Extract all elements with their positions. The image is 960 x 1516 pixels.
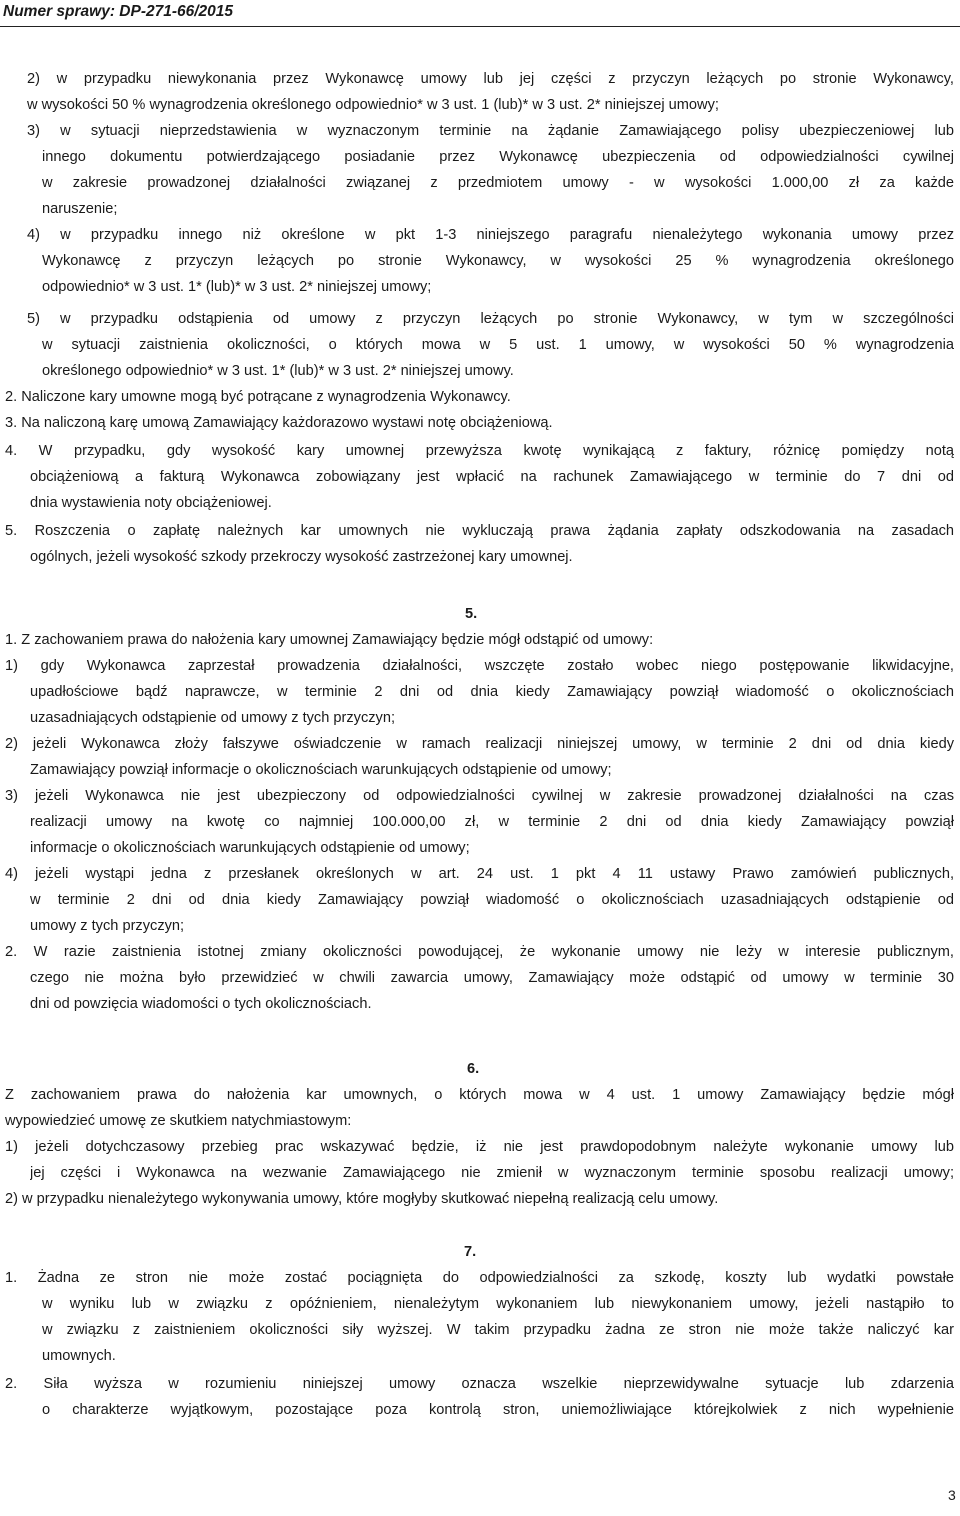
text-line: informacje o okolicznościach warunkujących odstąpienie od umowy;: [30, 840, 470, 856]
text-line: Zamawiający powziął informacje o okolicznościach warunkujących odstąpienie od umowy;: [30, 762, 612, 778]
text-line: 1. Z zachowaniem prawa do nałożenia kary umownej Zamawiający będzie mógł odstąpić od umowy:: [5, 632, 654, 648]
text-line: obciążeniową a fakturą Wykonawca zobowiązany jest wpłacić na rachunek Zamawiającego w terminie do 7 dni od: [30, 469, 954, 485]
text-line: określonego odpowiednio* w 3 ust. 1* (lub)* w 3 ust. 2* niniejszej umowy.: [42, 363, 514, 379]
text-line: 1) jeżeli dotychczasowy przebieg prac wskazywać będzie, iż nie jest prawdopodobnym należyte wykonanie umowy lub: [5, 1139, 954, 1155]
text-line: 4) jeżeli wystąpi jedna z przesłanek określonych w art. 24 ust. 1 pkt 4 11 ustawy Prawo zamówień publicznych,: [5, 866, 954, 882]
text-line: 4. W przypadku, gdy wysokość kary umownej przewyższa kwotę wynikającą z faktury, różnicę pomiędzy notą: [5, 443, 954, 459]
text-line: dni od powzięcia wiadomości o tych okolicznościach.: [30, 996, 372, 1012]
text-line: upadłościowe bądź naprawcze, w terminie 2 dni od dnia kiedy Zamawiający powziął wiadomość o okolicznościach: [30, 684, 954, 700]
text-line: wypowiedzieć umowę ze skutkiem natychmiastowym:: [5, 1113, 352, 1129]
text-line: jej części i Wykonawca na wezwanie Zamawiającego nie zmienił w wyznaczonym terminie sposobu realizacji umowy;: [30, 1165, 954, 1181]
text-line: umownych.: [42, 1348, 116, 1364]
text-line: w wyniku lub w związku z opóźnieniem, nienależytym wykonaniem lub niewykonaniem umowy, jeżeli nastąpiło to: [42, 1296, 954, 1312]
section-heading: 5.: [465, 606, 478, 622]
text-line: w sytuacji zaistnienia okoliczności, o których mowa w 5 ust. 1 umowy, w wysokości 50 % wynagrodzenia: [42, 337, 954, 353]
text-line: odpowiednio* w 3 ust. 1* (lub)* w 3 ust. 2* niniejszej umowy;: [42, 279, 432, 295]
text-line: 3. Na naliczoną karę umową Zamawiający każdorazowo wystawi notę obciążeniową.: [5, 415, 553, 431]
text-line: Wykonawcę z przyczyn leżących po stronie Wykonawcy, w wysokości 25 % wynagrodzenia określonego: [42, 253, 954, 269]
text-line: Z zachowaniem prawa do nałożenia kar umownych, o których mowa w 4 ust. 1 umowy Zamawiający będzie mógł: [5, 1087, 954, 1103]
text-line: realizacji umowy na kwotę co najmniej 100.000,00 zł, w terminie 2 dni od dnia kiedy Zamawiający powziął: [30, 814, 954, 830]
text-line: w terminie 2 dni od dnia kiedy Zamawiający powziął wiadomość o okolicznościach uzasadniających odstąpienie od: [30, 892, 954, 908]
text-line: 4) w przypadku innego niż określone w pkt 1-3 niniejszego paragrafu nienależytego wykonania umowy przez: [27, 227, 954, 243]
section-heading: 7.: [464, 1244, 477, 1260]
text-line: 2. Siła wyższa w rozumieniu niniejszej umowy oznacza wszelkie nieprzewidywalne sytuacje lub zdarzenia: [5, 1376, 954, 1392]
text-line: w zakresie prowadzonej działalności związanej z przedmiotem umowy - w wysokości 1.000,00 zł za każde: [42, 175, 954, 191]
text-line: w wysokości 50 % wynagrodzenia określonego odpowiednio* w 3 ust. 1 (lub)* w 3 ust. 2* niniejszej umowy;: [27, 97, 719, 113]
text-line: 3) jeżeli Wykonawca nie jest ubezpieczony od odpowiedzialności cywilnej w zakresie prowadzonej działalności na czas: [5, 788, 954, 804]
page-number: 3: [948, 1487, 956, 1503]
text-line: innego dokumentu potwierdzającego posiadanie przez Wykonawcę ubezpieczenia od odpowiedzialności cywilnej: [42, 149, 954, 165]
text-line: o charakterze wyjątkowym, pozostające poza kontrolą stron, uniemożliwiające którejkolwiek z nich wypełnienie: [42, 1402, 954, 1418]
text-line: 2. Naliczone kary umowne mogą być potrącane z wynagrodzenia Wykonawcy.: [5, 389, 511, 405]
text-line: 2. W razie zaistnienia istotnej zmiany okoliczności powodującej, że wykonanie umowy nie leży w interesie publicznym,: [5, 944, 954, 960]
text-line: 3) w sytuacji nieprzedstawienia w wyznaczonym terminie na żądanie Zamawiającego polisy ubezpieczeniowej lub: [27, 123, 954, 139]
text-line: 5. Roszczenia o zapłatę należnych kar umownych nie wykluczają prawa żądania zapłaty odszkodowania na zasadach: [5, 523, 954, 539]
text-line: 1. Żadna ze stron nie może zostać pociągnięta do odpowiedzialności za szkodę, koszty lub wydatki powstałe: [5, 1270, 954, 1286]
page-header: [0, 0, 960, 27]
section-heading: 6.: [467, 1061, 480, 1077]
text-line: czego nie można było przewidzieć w chwili zawarcia umowy, Zamawiający może odstąpić od umowy w terminie 30: [30, 970, 954, 986]
case-number: Numer sprawy: DP-271-66/2015: [3, 3, 234, 20]
text-line: 2) w przypadku nienależytego wykonywania umowy, które mogłyby skutkować niepełną realizacją celu umowy.: [5, 1191, 719, 1207]
text-line: uzasadniających odstąpienie od umowy z tych przyczyn;: [30, 710, 396, 726]
text-line: dnia wystawienia noty obciążeniowej.: [30, 495, 272, 511]
text-line: 2) w przypadku niewykonania przez Wykonawcę umowy lub jej części z przyczyn leżących po stronie Wykonawcy,: [27, 71, 954, 87]
text-line: naruszenie;: [42, 201, 118, 217]
text-line: 2) jeżeli Wykonawca złoży fałszywe oświadczenie w ramach realizacji niniejszej umowy, w terminie 2 dni od dnia kiedy: [5, 736, 954, 752]
text-line: umowy z tych przyczyn;: [30, 918, 185, 934]
text-line: ogólnych, jeżeli wysokość szkody przekroczy wysokość zastrzeżonej kary umownej.: [30, 549, 573, 565]
text-line: w związku z zaistnieniem okoliczności siły wyższej. W takim przypadku żadna ze stron nie może także naliczyć kar: [42, 1322, 954, 1338]
text-line: 1) gdy Wykonawca zaprzestał prowadzenia działalności, wszczęte zostało wobec niego postępowanie likwidacyjne,: [5, 658, 954, 674]
text-line: 5) w przypadku odstąpienia od umowy z przyczyn leżących po stronie Wykonawcy, w tym w szczególności: [27, 311, 954, 327]
header-divider: [0, 26, 960, 27]
